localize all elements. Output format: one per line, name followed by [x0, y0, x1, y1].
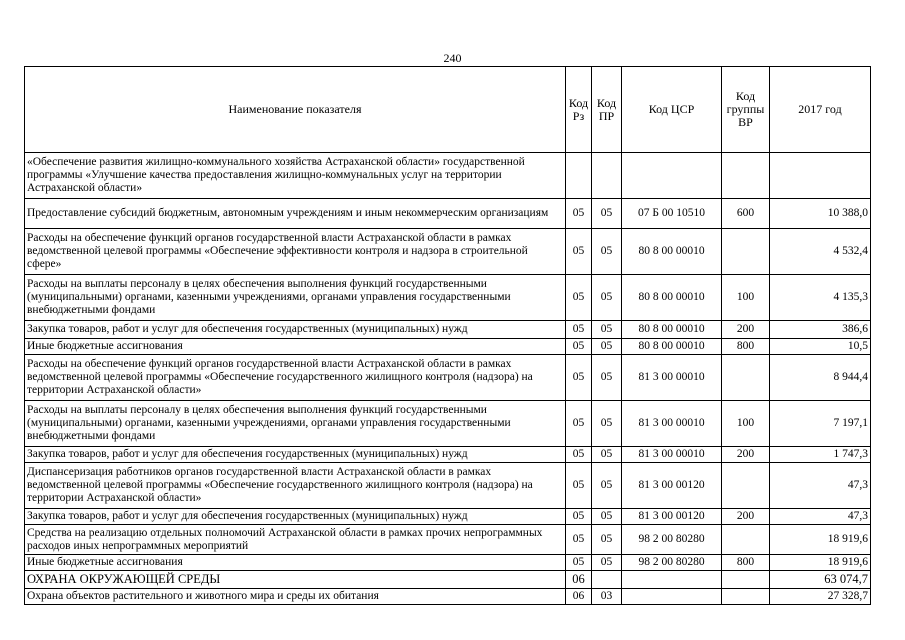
row-pr: 05	[592, 525, 622, 555]
row-vr: 100	[722, 401, 770, 447]
row-sum: 47,3	[770, 463, 871, 509]
row-name: ОХРАНА ОКРУЖАЮЩЕЙ СРЕДЫ	[25, 571, 566, 589]
row-sum: 63 074,7	[770, 571, 871, 589]
row-name: Диспансеризация работников органов государственной власти Астраханской области в рамках ведомственной целевой программы «Обеспечение государственного жилищного контроля (надзора) на территории Астраханской области»	[25, 463, 566, 509]
row-csr: 81 3 00 00010	[622, 401, 722, 447]
row-rz: 05	[566, 401, 592, 447]
row-vr: 200	[722, 447, 770, 463]
row-pr: 05	[592, 275, 622, 321]
row-vr	[722, 463, 770, 509]
row-vr: 800	[722, 339, 770, 355]
row-name: Иные бюджетные ассигнования	[25, 339, 566, 355]
row-csr: 80 8 00 00010	[622, 339, 722, 355]
row-vr	[722, 229, 770, 275]
row-csr: 80 8 00 00010	[622, 275, 722, 321]
table-row	[25, 525, 871, 555]
row-name: Расходы на обеспечение функций органов государственной власти Астраханской области в рамках ведомственной целевой программы «Обеспечение государственного жилищного контроля (надзора) на территории Астраханской области»	[25, 355, 566, 401]
row-sum: 4 135,3	[770, 275, 871, 321]
row-csr: 81 3 00 00010	[622, 447, 722, 463]
row-vr	[722, 571, 770, 589]
row-sum: 4 532,4	[770, 229, 871, 275]
row-csr	[622, 153, 722, 199]
row-vr: 200	[722, 509, 770, 525]
row-sum: 27 328,7	[770, 589, 871, 605]
row-pr: 05	[592, 555, 622, 571]
table-row	[25, 589, 871, 605]
row-name: Закупка товаров, работ и услуг для обеспечения государственных (муниципальных) нужд	[25, 509, 566, 525]
table-row	[25, 339, 871, 355]
header-vr: Код группы ВР	[722, 67, 770, 153]
row-csr: 81 3 00 00010	[622, 355, 722, 401]
row-sum: 386,6	[770, 321, 871, 339]
table-row	[25, 463, 871, 509]
row-sum: 18 919,6	[770, 525, 871, 555]
row-pr: 05	[592, 447, 622, 463]
row-rz: 05	[566, 355, 592, 401]
page-number: 240	[443, 51, 462, 65]
table-row	[25, 401, 871, 447]
row-pr: 05	[592, 321, 622, 339]
row-rz: 05	[566, 321, 592, 339]
row-rz	[566, 153, 592, 199]
row-vr: 600	[722, 199, 770, 229]
header-pr: Код ПР	[592, 67, 622, 153]
row-rz: 06	[566, 571, 592, 589]
row-csr: 81 3 00 00120	[622, 463, 722, 509]
table-row	[25, 275, 871, 321]
row-sum	[770, 153, 871, 199]
header-csr: Код ЦСР	[622, 67, 722, 153]
row-pr: 03	[592, 589, 622, 605]
row-name: Расходы на выплаты персоналу в целях обеспечения выполнения функций государственными (муниципальными) органами, казенными учреждениями, органами управления государственными внебюджетными фондами	[25, 401, 566, 447]
row-csr	[622, 589, 722, 605]
row-name: «Обеспечение развития жилищно-коммунального хозяйства Астраханской области» государственной программы «Улучшение качества предоставления жилищно-коммунальных услуг на территории Астраханской области»	[25, 153, 566, 199]
row-rz: 06	[566, 589, 592, 605]
row-sum: 8 944,4	[770, 355, 871, 401]
row-vr	[722, 525, 770, 555]
table-row	[25, 321, 871, 339]
row-rz: 05	[566, 525, 592, 555]
row-pr	[592, 153, 622, 199]
row-name: Предоставление субсидий бюджетным, автономным учреждениям и иным некоммерческим организациям	[25, 199, 566, 229]
row-vr	[722, 355, 770, 401]
table-row	[25, 555, 871, 571]
header-name: Наименование показателя	[25, 67, 566, 153]
row-csr	[622, 571, 722, 589]
row-pr: 05	[592, 401, 622, 447]
row-vr	[722, 589, 770, 605]
row-csr: 07 Б 00 10510	[622, 199, 722, 229]
row-name: Расходы на обеспечение функций органов государственной власти Астраханской области в рамках ведомственной целевой программы «Обеспечение эффективности контроля и надзора в строительной сфере»	[25, 229, 566, 275]
row-rz: 05	[566, 447, 592, 463]
row-sum: 1 747,3	[770, 447, 871, 463]
header-row	[25, 67, 871, 153]
table-row	[25, 229, 871, 275]
table-row	[25, 199, 871, 229]
row-pr: 05	[592, 339, 622, 355]
row-name: Охрана объектов растительного и животного мира и среды их обитания	[25, 589, 566, 605]
row-sum: 47,3	[770, 509, 871, 525]
budget-table	[24, 66, 871, 605]
row-sum: 10 388,0	[770, 199, 871, 229]
table-row	[25, 355, 871, 401]
row-pr: 05	[592, 229, 622, 275]
row-rz: 05	[566, 275, 592, 321]
row-rz: 05	[566, 555, 592, 571]
row-name: Иные бюджетные ассигнования	[25, 555, 566, 571]
row-rz: 05	[566, 229, 592, 275]
row-rz: 05	[566, 199, 592, 229]
row-vr	[722, 153, 770, 199]
row-pr: 05	[592, 509, 622, 525]
row-vr: 100	[722, 275, 770, 321]
row-name: Расходы на выплаты персоналу в целях обеспечения выполнения функций государственными (муниципальными) органами, казенными учреждениями, органами управления государственными внебюджетными фондами	[25, 275, 566, 321]
row-name: Закупка товаров, работ и услуг для обеспечения государственных (муниципальных) нужд	[25, 321, 566, 339]
row-sum: 7 197,1	[770, 401, 871, 447]
table-row	[25, 571, 871, 589]
row-vr: 200	[722, 321, 770, 339]
header-year: 2017 год	[770, 67, 871, 153]
table-row	[25, 509, 871, 525]
row-pr: 05	[592, 355, 622, 401]
row-sum: 18 919,6	[770, 555, 871, 571]
row-pr: 05	[592, 463, 622, 509]
row-pr: 05	[592, 199, 622, 229]
table-row	[25, 153, 871, 199]
row-rz: 05	[566, 463, 592, 509]
row-name: Средства на реализацию отдельных полномочий Астраханской области в рамках прочих непрограммных расходов иных непрограммных мероприятий	[25, 525, 566, 555]
row-rz: 05	[566, 509, 592, 525]
row-pr	[592, 571, 622, 589]
row-sum: 10,5	[770, 339, 871, 355]
row-csr: 80 8 00 00010	[622, 321, 722, 339]
row-csr: 80 8 00 00010	[622, 229, 722, 275]
header-rz: Код Рз	[566, 67, 592, 153]
row-csr: 81 3 00 00120	[622, 509, 722, 525]
row-csr: 98 2 00 80280	[622, 525, 722, 555]
table-row	[25, 447, 871, 463]
row-csr: 98 2 00 80280	[622, 555, 722, 571]
row-name: Закупка товаров, работ и услуг для обеспечения государственных (муниципальных) нужд	[25, 447, 566, 463]
row-vr: 800	[722, 555, 770, 571]
row-rz: 05	[566, 339, 592, 355]
